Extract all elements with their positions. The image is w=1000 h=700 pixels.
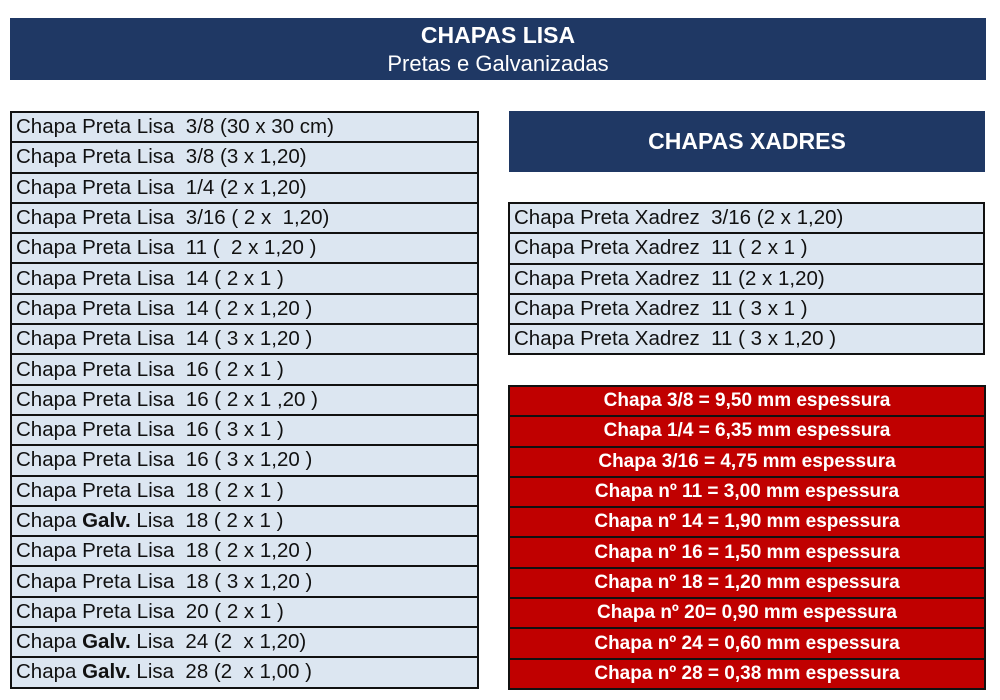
item-type: Preta [82,448,132,472]
item-type: Galv. [82,660,131,684]
item-type: Preta [82,327,132,351]
item-type: Preta [82,296,132,320]
chapa-xadrez-item: Chapa Preta Xadrez 11 (2 x 1,20) [509,264,984,294]
table-row [509,386,985,416]
item-prefix: Chapa [16,327,83,351]
item-spec: Lisa 14 ( 2 x 1,20 ) [131,296,313,320]
item-type: Preta [82,478,132,502]
chapa-lisa-item [11,445,478,475]
table-row [11,173,478,203]
item-spec: Lisa 1/4 (2 x 1,20) [131,175,307,199]
item-spec: Lisa 18 ( 2 x 1,20 ) [131,539,313,563]
item-prefix: Chapa [16,478,83,502]
table-row [11,112,478,142]
item-prefix: Chapa [16,660,83,684]
item-type: Preta [82,115,132,139]
table-row [509,537,985,567]
table-row [11,385,478,415]
item-spec: Lisa 3/16 ( 2 x 1,20) [131,206,330,230]
item-type: Preta [82,206,132,230]
espessura-item: Chapa 1/4 = 6,35 mm espessura [509,416,985,446]
item-type: Preta [82,175,132,199]
title-banner [10,18,986,80]
item-spec: Lisa 16 ( 3 x 1 ) [131,418,284,442]
espessura-item: Chapa nº 28 = 0,38 mm espessura [509,659,985,689]
table-row [509,507,985,537]
item-prefix: Chapa [16,266,83,290]
table-row [11,142,478,172]
item-type: Galv. [82,509,131,532]
item-spec: Lisa 16 ( 2 x 1 ) [131,357,284,381]
table-row [11,294,478,324]
item-prefix: Chapa [16,539,83,563]
chapa-lisa-item [11,476,478,506]
espessura-item: Chapa nº 14 = 1,90 mm espessura [509,507,985,537]
chapa-lisa-item [11,112,478,142]
item-prefix: Chapa [16,630,83,654]
table-row [11,354,478,384]
item-prefix: Chapa [16,115,83,139]
item-spec: Lisa 16 ( 3 x 1,20 ) [131,448,313,472]
item-spec: Lisa 14 ( 3 x 1,20 ) [131,327,313,351]
item-prefix: Chapa [16,236,83,260]
item-spec: Lisa 18 ( 2 x 1 ) [130,509,284,532]
table-row [11,566,478,596]
table-row [509,628,985,658]
chapa-lisa-item [11,233,478,263]
table-row [11,657,478,687]
item-type: Preta [82,418,132,442]
item-prefix: Chapa [16,175,83,199]
chapa-lisa-item [11,142,478,172]
chapa-lisa-item [11,173,478,203]
chapa-lisa-item [11,597,478,627]
item-type: Galv. [82,630,131,654]
item-spec: Lisa 3/8 (30 x 30 cm) [131,115,334,139]
espessura-item: Chapa 3/16 = 4,75 mm espessura [509,447,985,477]
chapa-lisa-item [11,627,478,657]
chapa-lisa-item [11,536,478,566]
chapa-lisa-item [11,203,478,233]
table-row [509,264,984,294]
item-prefix: Chapa [16,206,83,230]
item-spec: Lisa 20 ( 2 x 1 ) [131,599,284,623]
table-row [11,476,478,506]
item-prefix: Chapa [16,145,83,169]
item-spec: Lisa 18 ( 2 x 1 ) [131,478,284,502]
item-prefix: Chapa [16,418,83,442]
table-row [509,598,985,628]
chapa-lisa-item [11,263,478,293]
table-row [11,263,478,293]
chapa-lisa-item [11,506,478,536]
item-spec: Lisa 14 ( 2 x 1 ) [131,266,284,290]
table-row [509,447,985,477]
espessura-item: Chapa nº 11 = 3,00 mm espessura [509,477,985,507]
item-spec: Lisa 11 ( 2 x 1,20 ) [131,236,317,260]
chapa-lisa-item [11,415,478,445]
table-row [11,627,478,657]
chapas-xadres-header: CHAPAS XADRES [509,111,985,172]
chapa-lisa-item [11,657,478,687]
item-prefix: Chapa [16,599,83,623]
item-type: Preta [82,266,132,290]
item-type: Preta [82,569,132,593]
chapa-lisa-item [11,385,478,415]
table-row [11,324,478,354]
page-title: CHAPAS LISA [420,22,576,48]
item-type: Preta [82,357,132,381]
item-type: Preta [82,387,132,411]
table-row [11,203,478,233]
table-row [509,659,985,689]
chapa-xadrez-item: Chapa Preta Xadrez 11 ( 3 x 1,20 ) [509,324,984,354]
item-spec: Lisa 3/8 (3 x 1,20) [131,145,307,169]
table-row [509,568,985,598]
page-subtitle: Pretas e Galvanizadas [387,51,609,76]
espessura-item: Chapa nº 16 = 1,50 mm espessura [509,537,985,567]
chapa-lisa-item [11,324,478,354]
item-spec: Lisa 16 ( 2 x 1 ,20 ) [131,387,318,411]
table-row [11,445,478,475]
table-row [11,536,478,566]
item-spec: Lisa 18 ( 3 x 1,20 ) [131,569,313,593]
chapa-lisa-item [11,566,478,596]
espessura-table [508,385,986,690]
chapas-xadrez-table [508,202,985,355]
table-row [509,233,984,263]
table-row [509,324,984,354]
item-type: Preta [82,539,132,563]
espessura-item: Chapa 3/8 = 9,50 mm espessura [509,386,985,416]
item-prefix: Chapa [16,296,83,320]
espessura-item: Chapa nº 24 = 0,60 mm espessura [509,628,985,658]
table-row [509,477,985,507]
chapa-lisa-item [11,354,478,384]
chapas-lisa-table [10,111,479,689]
table-row [11,233,478,263]
item-prefix: Chapa [16,357,83,381]
espessura-item: Chapa nº 18 = 1,20 mm espessura [509,568,985,598]
chapa-lisa-item [11,294,478,324]
item-prefix: Chapa [16,509,83,532]
item-spec: Lisa 28 (2 x 1,00 ) [130,660,312,684]
item-type: Preta [82,145,132,169]
chapa-xadrez-item: Chapa Preta Xadrez 3/16 (2 x 1,20) [509,203,984,233]
item-prefix: Chapa [16,569,83,593]
espessura-item: Chapa nº 20= 0,90 mm espessura [509,598,985,628]
table-row [509,294,984,324]
chapa-xadrez-item: Chapa Preta Xadrez 11 ( 2 x 1 ) [509,233,984,263]
table-row [509,416,985,446]
table-row [11,597,478,627]
item-type: Preta [82,599,132,623]
item-type: Preta [82,236,132,260]
table-row [509,203,984,233]
table-row [11,415,478,445]
table-row [11,506,478,536]
item-spec: Lisa 24 (2 x 1,20) [130,630,307,654]
item-prefix: Chapa [16,387,83,411]
chapa-xadrez-item: Chapa Preta Xadrez 11 ( 3 x 1 ) [509,294,984,324]
item-prefix: Chapa [16,448,83,472]
